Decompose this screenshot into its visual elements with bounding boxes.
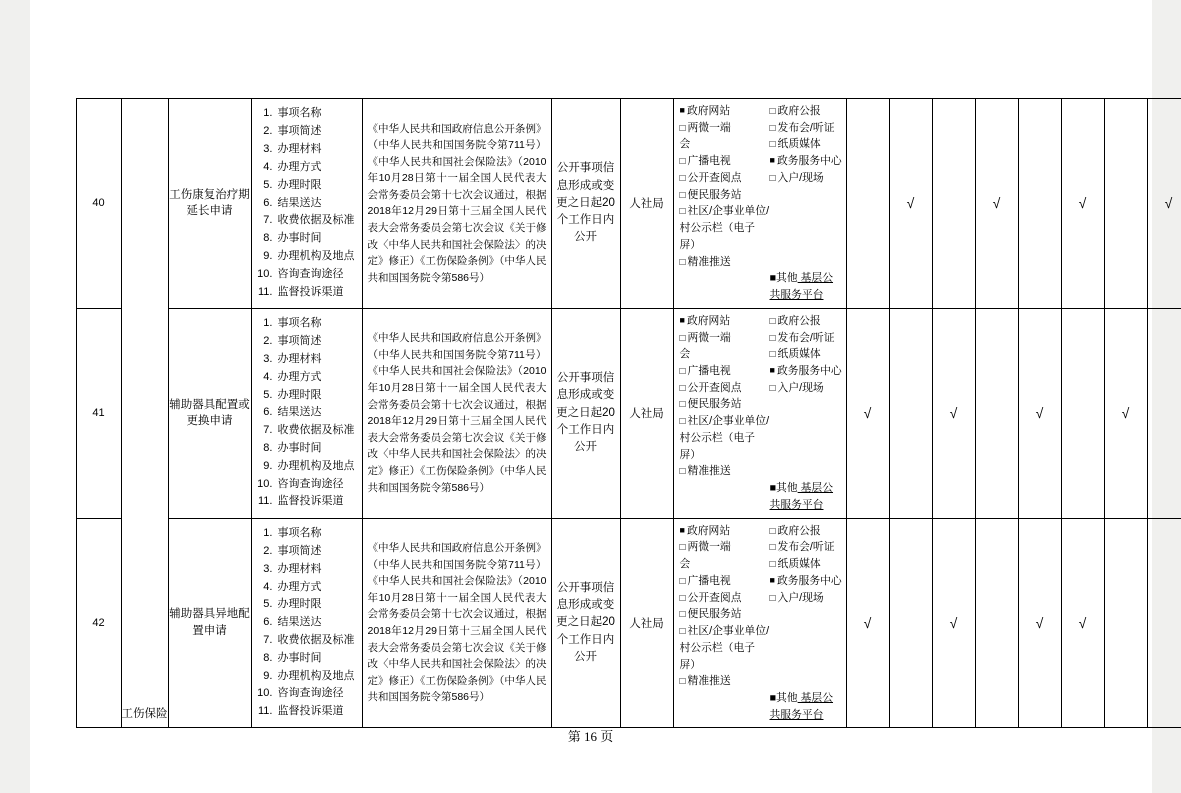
check-cell-8[interactable]	[1147, 308, 1181, 518]
list-item: 6. 结果送达	[276, 614, 359, 632]
check-cell-3[interactable]	[932, 308, 975, 518]
list-item: 5. 办理时限	[276, 177, 359, 195]
legal-basis-text: 《中华人民共和国政府信息公开条例》（中华人民共和国国务院令第711号）《中华人民共和国社会保险法》（2010年10月28日第十一届全国人民代表大会常务委员会第十七次会议通过，根据2018年12月29日第十三届全国人民代表大会常务委员会第七次会议《关于修改〈中华人民共和国社会保险法〉的决定》修正）《工伤保险条例》（中华人民共和国国务院令第586号）	[367, 122, 547, 284]
channel-option-right[interactable]	[770, 396, 843, 413]
row-number: 41	[76, 308, 121, 518]
item-name: 工伤康复治疗期延长申请	[168, 99, 251, 309]
list-item: 8. 办事时间	[276, 650, 359, 668]
check-mark: √	[949, 405, 958, 422]
list-item: 6. 结果送达	[276, 404, 359, 422]
channel-option-right[interactable]: □ 政府公报	[770, 523, 843, 540]
channel-option-other[interactable]: ■其他 基层公共服务平台	[769, 482, 834, 511]
channel-option-left[interactable]: □ 精准推送	[680, 463, 770, 480]
check-mark: √	[1078, 195, 1087, 212]
channel-option-right[interactable]: □ 政府公报	[770, 103, 843, 120]
check-cell-7[interactable]	[1104, 518, 1147, 728]
disclosure-channels	[673, 308, 846, 518]
channel-option-right[interactable]: ■ 政务服务中心	[770, 153, 843, 170]
check-cell-2[interactable]	[889, 99, 932, 309]
list-item: 4. 办理方式	[276, 369, 359, 387]
channel-option-left[interactable]: □ 社区/企事业单位/村公示栏（电子屏）	[680, 623, 770, 673]
channel-option-left[interactable]: □ 精准推送	[680, 673, 770, 690]
list-item: 6. 结果送达	[276, 195, 359, 213]
page-footer: 第 16 页	[567, 729, 614, 744]
channel-option-right[interactable]: □ 政府公报	[770, 313, 843, 330]
check-cell-7[interactable]	[1104, 308, 1147, 518]
list-item: 10. 咨询查询途径	[276, 476, 359, 494]
list-item: 3. 办理材料	[276, 141, 359, 159]
channel-option-left[interactable]: □ 两微一端	[680, 539, 770, 556]
list-item: 5. 办理时限	[276, 387, 359, 405]
check-mark: √	[1035, 405, 1044, 422]
channel-option-left[interactable]: 会	[679, 138, 691, 151]
check-cell-6[interactable]	[1061, 518, 1104, 728]
channel-option-right[interactable]: □ 入户/现场	[770, 380, 843, 397]
content-items	[251, 99, 362, 309]
channel-option-left[interactable]: □ 便民服务站	[680, 187, 770, 204]
list-item: 9. 办理机构及地点	[276, 248, 359, 266]
channel-option-right[interactable]	[770, 673, 843, 690]
item-name: 辅助器具异地配置申请	[168, 518, 251, 728]
check-cell-2[interactable]	[889, 518, 932, 728]
check-cell-8[interactable]	[1147, 99, 1181, 309]
list-item: 11. 监督投诉渠道	[276, 703, 359, 721]
channel-option-left[interactable]: □ 两微一端	[680, 120, 770, 137]
disclosure-timing: 公开事项信息形成或变更之日起20个工作日内公开	[551, 99, 620, 309]
list-item: 8. 办事时间	[276, 230, 359, 248]
list-item: 1. 事项名称	[276, 525, 359, 543]
responsible-department: 人社局	[620, 308, 673, 518]
channel-option-right[interactable]: □ 发布会/听证	[770, 539, 843, 556]
channel-option-right[interactable]: ■ 政务服务中心	[770, 363, 843, 380]
channel-option-right[interactable]: □ 入户/现场	[770, 590, 843, 607]
check-mark: √	[863, 615, 872, 632]
row-number: 42	[76, 518, 121, 728]
check-cell-1[interactable]	[846, 99, 889, 309]
channel-option-right[interactable]: □ 入户/现场	[770, 170, 843, 187]
channel-option-right[interactable]	[770, 623, 843, 673]
channel-option-left[interactable]: □ 公开查阅点	[680, 170, 770, 187]
channel-option-left[interactable]: 会	[679, 558, 691, 571]
list-item: 8. 办事时间	[276, 440, 359, 458]
legal-basis	[362, 308, 551, 518]
list-item: 7. 收费依据及标准	[276, 212, 359, 230]
disclosure-channels	[673, 99, 846, 309]
channel-option-left[interactable]: ■ 政府网站	[680, 103, 770, 120]
check-mark: √	[1121, 405, 1130, 422]
check-cell-4[interactable]	[975, 518, 1018, 728]
channel-option-right[interactable]	[770, 606, 843, 623]
category-label: 工伤保险	[121, 708, 168, 721]
list-item: 4. 办理方式	[276, 579, 359, 597]
list-item: 3. 办理材料	[276, 351, 359, 369]
check-cell-3[interactable]	[932, 99, 975, 309]
channel-option-other[interactable]: ■其他 基层公共服务平台	[769, 691, 834, 721]
check-cell-5[interactable]	[1018, 99, 1061, 309]
legal-basis-text: 《中华人民共和国政府信息公开条例》（中华人民共和国国务院令第711号）《中华人民共和国社会保险法》（2010年10月28日第十一届全国人民代表大会常务委员会第十七次会议通过，根据2018年12月29日第十三届全国人民代表大会常务委员会第七次会议《关于修改〈中华人民共和国社会保险法〉的决定》修正）《工伤保险条例》（中华人民共和国国务院令第586号）	[367, 332, 547, 494]
legal-basis	[362, 99, 551, 309]
list-item: 2. 事项简述	[276, 333, 359, 351]
list-item: 7. 收费依据及标准	[276, 632, 359, 650]
channel-option-left[interactable]: □ 公开查阅点	[680, 590, 770, 607]
channel-option-left[interactable]: □ 广播电视	[680, 573, 770, 590]
channel-option-right[interactable]	[770, 254, 843, 271]
check-cell-6[interactable]	[1061, 99, 1104, 309]
channel-option-right[interactable]: □ 纸质媒体	[770, 556, 843, 573]
list-item: 7. 收费依据及标准	[276, 422, 359, 440]
disclosure-table	[76, 98, 1181, 728]
check-cell-4[interactable]	[975, 99, 1018, 309]
legal-basis-text: 《中华人民共和国政府信息公开条例》（中华人民共和国国务院令第711号）《中华人民共和国社会保险法》（2010年10月28日第十一届全国人民代表大会常务委员会第十七次会议通过，根据2018年12月29日第十三届全国人民代表大会常务委员会第七次会议《关于修改〈中华人民共和国社会保险法〉的决定》修正）《工伤保险条例》（中华人民共和国国务院令第586号）	[367, 542, 547, 704]
list-item: 1. 事项名称	[276, 105, 359, 123]
channel-option-left[interactable]: □ 便民服务站	[680, 396, 770, 413]
check-mark: √	[992, 195, 1001, 212]
check-cell-1[interactable]	[846, 518, 889, 728]
check-cell-1[interactable]	[846, 308, 889, 518]
channel-option-right[interactable]	[770, 413, 843, 463]
check-mark: √	[906, 195, 915, 212]
table-row	[76, 99, 1181, 309]
check-mark: √	[1164, 195, 1173, 212]
list-item: 11. 监督投诉渠道	[276, 493, 359, 511]
list-item: 10. 咨询查询途径	[276, 266, 359, 284]
list-item: 4. 办理方式	[276, 159, 359, 177]
channel-option-left[interactable]: □ 广播电视	[680, 153, 770, 170]
list-item: 9. 办理机构及地点	[276, 458, 359, 476]
channel-option-left[interactable]: ■ 政府网站	[680, 313, 770, 330]
channel-option-right[interactable]: □ 纸质媒体	[770, 346, 843, 363]
channel-option-right[interactable]: ■ 政务服务中心	[770, 573, 843, 590]
list-item: 2. 事项简述	[276, 543, 359, 561]
list-item: 10. 咨询查询途径	[276, 685, 359, 703]
channel-option-right[interactable]: □ 发布会/听证	[770, 330, 843, 347]
list-item: 9. 办理机构及地点	[276, 668, 359, 686]
check-cell-7[interactable]	[1104, 99, 1147, 309]
list-item: 3. 办理材料	[276, 561, 359, 579]
check-cell-4[interactable]	[975, 308, 1018, 518]
disclosure-timing: 公开事项信息形成或变更之日起20个工作日内公开	[551, 518, 620, 728]
channel-option-left[interactable]: ■ 政府网站	[680, 523, 770, 540]
channel-option-left[interactable]: □ 广播电视	[680, 363, 770, 380]
responsible-department: 人社局	[620, 518, 673, 728]
row-number: 40	[76, 99, 121, 309]
content-items	[251, 518, 362, 728]
disclosure-channels	[673, 518, 846, 728]
check-cell-2[interactable]	[889, 308, 932, 518]
table-row	[76, 518, 1181, 728]
check-cell-6[interactable]	[1061, 308, 1104, 518]
channel-option-left[interactable]: □ 便民服务站	[680, 606, 770, 623]
check-cell-5[interactable]	[1018, 308, 1061, 518]
channel-option-right[interactable]	[770, 463, 843, 480]
category-cell	[121, 99, 168, 728]
check-mark: √	[949, 615, 958, 632]
content-items	[251, 308, 362, 518]
check-cell-3[interactable]	[932, 518, 975, 728]
channel-option-left[interactable]: □ 公开查阅点	[680, 380, 770, 397]
check-cell-8[interactable]	[1147, 518, 1181, 728]
channel-option-right[interactable]	[770, 203, 843, 253]
channel-option-other[interactable]: ■其他 基层公共服务平台	[769, 272, 834, 302]
check-mark: √	[1078, 615, 1087, 632]
item-name: 辅助器具配置或更换申请	[168, 308, 251, 518]
channel-option-left[interactable]: □ 社区/企事业单位/村公示栏（电子屏）	[680, 413, 770, 463]
check-cell-5[interactable]	[1018, 518, 1061, 728]
check-mark: √	[1035, 615, 1044, 632]
table-row	[76, 308, 1181, 518]
legal-basis	[362, 518, 551, 728]
list-item: 11. 监督投诉渠道	[276, 284, 359, 302]
channel-option-right[interactable]: □ 发布会/听证	[770, 120, 843, 137]
channel-option-right[interactable]	[770, 187, 843, 204]
document-page	[30, 0, 1173, 793]
responsible-department: 人社局	[620, 99, 673, 309]
channel-option-left[interactable]: □ 精准推送	[680, 254, 770, 271]
channel-option-left[interactable]: □ 两微一端	[680, 330, 770, 347]
channel-option-left[interactable]: □ 社区/企事业单位/村公示栏（电子屏）	[680, 203, 770, 253]
channel-option-right[interactable]: □ 纸质媒体	[770, 136, 843, 153]
list-item: 5. 办理时限	[276, 596, 359, 614]
list-item: 1. 事项名称	[276, 315, 359, 333]
channel-option-left[interactable]: 会	[679, 348, 691, 361]
disclosure-timing: 公开事项信息形成或变更之日起20个工作日内公开	[551, 308, 620, 518]
list-item: 2. 事项简述	[276, 123, 359, 141]
check-mark: √	[863, 405, 872, 422]
